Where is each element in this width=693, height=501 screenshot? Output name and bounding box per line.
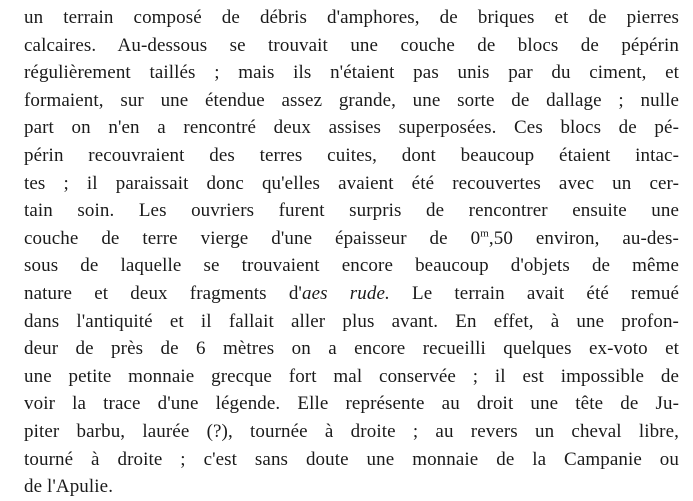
text-line-17: tourné à droite ; c'est sans doute une monnaie de la Campanie ou bbox=[24, 448, 679, 470]
text-line-5: part on n'en a rencontré deux assises superposées. Ces blocs de pé- bbox=[24, 117, 679, 139]
text-line-13: deur de près de 6 mètres on a encore recueilli quelques ex-voto et bbox=[24, 338, 679, 360]
text-line-3: régulièrement taillés ; mais ils n'étaient pas unis par du ciment, et bbox=[24, 62, 679, 84]
text-line-9-post: ,50 environ, au-des- bbox=[488, 227, 679, 249]
text-line-9-pre: couche de terre vierge d'une épaisseur de 0 bbox=[24, 227, 481, 249]
italic-term: aes rude. bbox=[301, 282, 390, 304]
text-line-7: tes ; il paraissait donc qu'elles avaient été recouvertes avec un cer- bbox=[24, 172, 679, 194]
meter-superscript: m bbox=[480, 227, 489, 240]
text-line-9 bbox=[24, 225, 679, 253]
text-line-16: piter barbu, laurée (?), tournée à droite ; au revers un cheval libre, bbox=[24, 420, 679, 442]
document-page bbox=[24, 4, 679, 501]
text-line-11-pre: nature et deux fragments d' bbox=[24, 282, 302, 304]
text-line-15: voir la trace d'une légende. Elle représente au droit une tête de Ju- bbox=[24, 393, 679, 415]
text-line-11-post: Le terrain avait été remué bbox=[389, 282, 680, 304]
text-line-10: sous de laquelle se trouvaient encore beaucoup d'objets de même bbox=[24, 255, 679, 277]
text-line-1: un terrain composé de débris d'amphores, de briques et de pierres bbox=[24, 7, 679, 28]
text-line-11 bbox=[24, 280, 679, 308]
text-line-14: une petite monnaie grecque fort mal conservée ; il est impossible de bbox=[24, 365, 679, 387]
text-line-6: périn recouvraient des terres cuites, dont beaucoup étaient intac- bbox=[24, 144, 679, 166]
text-line-2: calcaires. Au-dessous se trouvait une couche de blocs de pépérin bbox=[24, 34, 679, 56]
text-line-18: de l'Apulie. bbox=[24, 476, 114, 498]
text-line-12: dans l'antiquité et il fallait aller plus avant. En effet, à une profon- bbox=[24, 310, 679, 332]
text-line-4: formaient, sur une étendue assez grande, une sorte de dallage ; nulle bbox=[24, 89, 679, 111]
text-line-8: tain soin. Les ouvriers furent surpris de rencontrer ensuite une bbox=[24, 200, 679, 222]
